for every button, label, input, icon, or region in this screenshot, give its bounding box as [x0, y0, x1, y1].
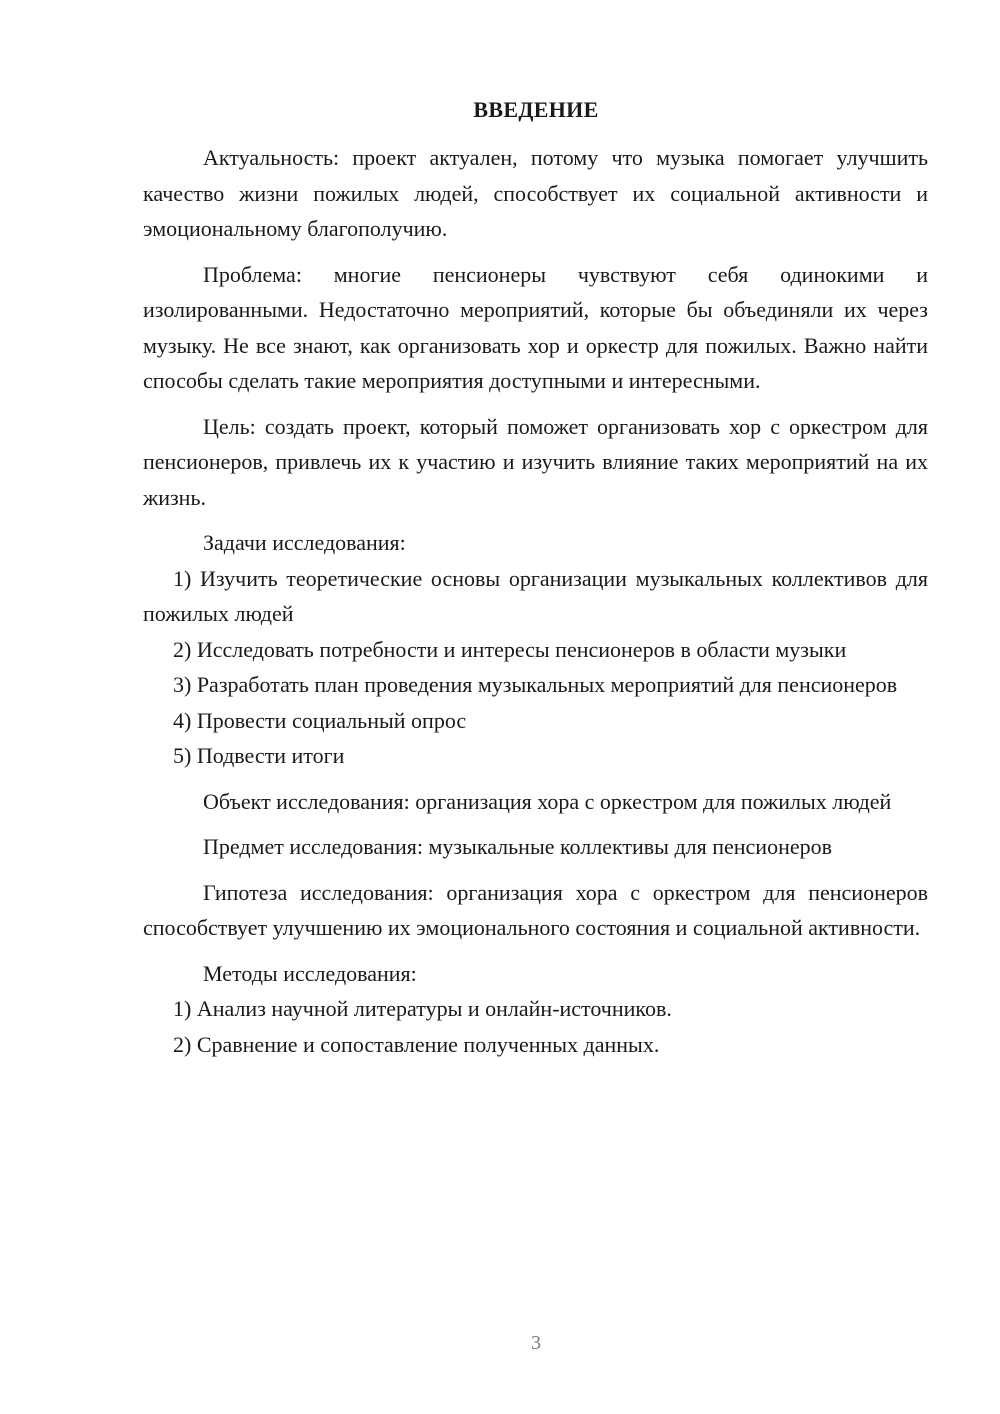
problem-paragraph: Проблема: многие пенсионеры чувствуют себя одинокими и изолированными. Недостаточно мероприятий, которые бы объединяли их через музыку. Не все знают, как организовать хор и оркестр для пожилых. Важно найти способы сделать такие мероприятия доступными и интересными.	[143, 261, 928, 393]
tasks-heading: Задачи исследования:	[203, 530, 406, 555]
task-item: 4) Провести социальный опрос	[173, 707, 467, 733]
method-item: 1) Анализ научной литературы и онлайн-источников.	[173, 996, 672, 1021]
task-item: 2) Исследовать потребности и интересы пенсионеров в области музыки	[173, 636, 847, 662]
relevance-paragraph: Актуальность: проект актуален, потому что музыка помогает улучшить качество жизни пожилых людей, способствует их социальной активности и эмоциональному благополучию.	[143, 145, 928, 241]
methods-heading: Методы исследования:	[203, 960, 417, 986]
task-item: 3) Разработать план проведения музыкальных мероприятий для пенсионеров	[173, 672, 898, 697]
page-title: ВВЕДЕНИЕ	[473, 97, 599, 122]
goal-paragraph: Цель: создать проект, который поможет организовать хор с оркестром для пенсионеров, привлечь их к участию и изучить влияние таких мероприятий на их жизнь.	[143, 413, 928, 510]
document-body	[143, 140, 928, 1062]
hypothesis-paragraph: Гипотеза исследования: организация хора с оркестром для пенсионеров способствует улучшению их эмоционального состояния и социальной активности.	[143, 879, 928, 940]
task-item: 5) Подвести итоги	[173, 743, 345, 768]
subject-paragraph: Предмет исследования: музыкальные коллективы для пенсионеров	[203, 834, 833, 859]
method-item: 2) Сравнение и сопоставление полученных данных.	[173, 1031, 660, 1057]
page-number: 3	[531, 1332, 541, 1354]
object-paragraph: Объект исследования: организация хора с оркестром для пожилых людей	[203, 788, 892, 814]
task-item: 1) Изучить теоретические основы организации музыкальных коллективов для пожилых людей	[143, 565, 928, 626]
